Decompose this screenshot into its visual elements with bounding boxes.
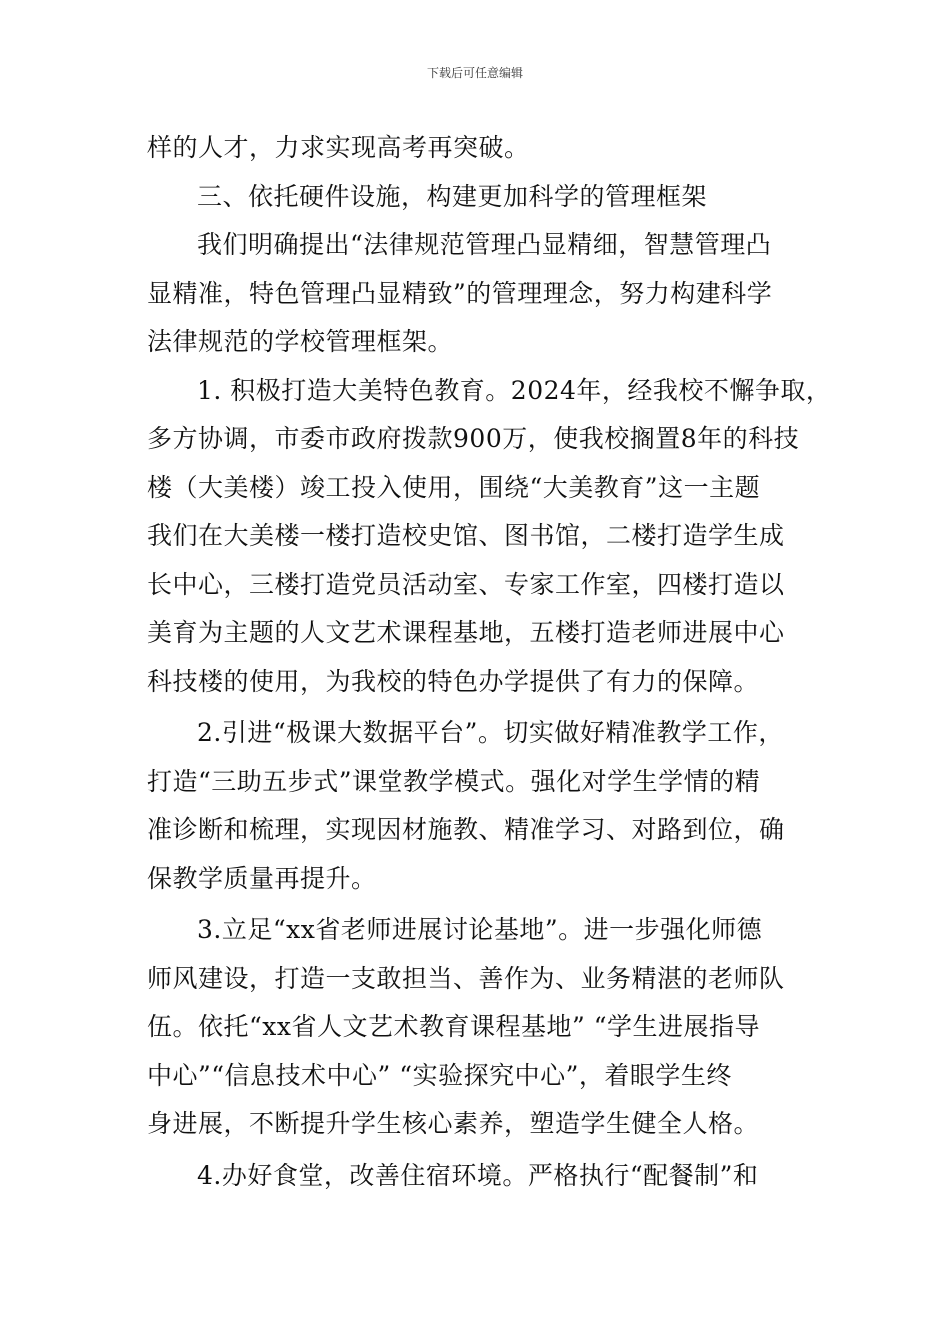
list-item-1-line: 楼（大美楼）竣工投入使用，围绕“大美教育”这一主题 — [147, 472, 761, 502]
list-item-3-line: 师风建设，打造一支敢担当、善作为、业务精湛的老师队 — [147, 963, 785, 993]
list-item-2-line: 准诊断和梳理，实现因材施教、精准学习、对路到位，确 — [147, 815, 785, 844]
list-item-2-line: 打造“三助五步式”课堂教学模式。强化对学生学情的精 — [147, 766, 761, 796]
list-item-2-line: 2.引进“极课大数据平台”。切实做好精准教学工作， — [197, 718, 784, 747]
paragraph-line: 法律规范的学校管理框架。 — [147, 327, 454, 356]
list-item-4-line: 4.办好食堂，改善住宿环境。严格执行“配餐制”和 — [197, 1160, 759, 1190]
section-heading: 三、依托硬件设施，构建更加科学的管理框架 — [197, 181, 708, 211]
page-header-note: 下载后可任意编辑 — [426, 66, 523, 80]
list-item-3-line: 伍。依托“xx省人文艺术教育课程基地” “学生进展指导 — [147, 1012, 760, 1041]
text-line: 样的人才，力求实现高考再突破。 — [147, 133, 530, 162]
paragraph-line: 显精准，特色管理凸显精致”的管理理念，努力构建科学 — [147, 278, 773, 308]
list-item-1-line: 长中心，三楼打造党员活动室、专家工作室，四楼打造以 — [147, 569, 785, 599]
document-body — [147, 124, 832, 1200]
paragraph-line: 我们明确提出“法律规范管理凸显精细，智慧管理凸 — [197, 230, 772, 259]
list-item-1-line: 科技楼的使用，为我校的特色办学提供了有力的保障。 — [147, 666, 760, 696]
list-item-3-line: 中心”“信息技术中心” “实验探究中心”，着眼学生终 — [147, 1060, 732, 1090]
list-item-1-line: 我们在大美楼一楼打造校史馆、图书馆，二楼打造学生成 — [147, 521, 785, 550]
list-item-3-line: 身进展，不断提升学生核心素养，塑造学生健全人格。 — [147, 1109, 760, 1138]
list-item-2-line: 保教学质量再提升。 — [147, 863, 377, 893]
list-item-3-line: 3.立足“xx省老师进展讨论基地”。进一步强化师德 — [197, 915, 763, 944]
list-item-1-line: 1. 积极打造大美特色教育。2024年，经我校不懈争取， — [197, 375, 832, 405]
list-item-1-line: 多方协调，市委市政府拨款900万，使我校搁置8年的科技 — [147, 424, 800, 453]
list-item-1-line: 美育为主题的人文艺术课程基地，五楼打造老师进展中心 — [147, 618, 785, 647]
